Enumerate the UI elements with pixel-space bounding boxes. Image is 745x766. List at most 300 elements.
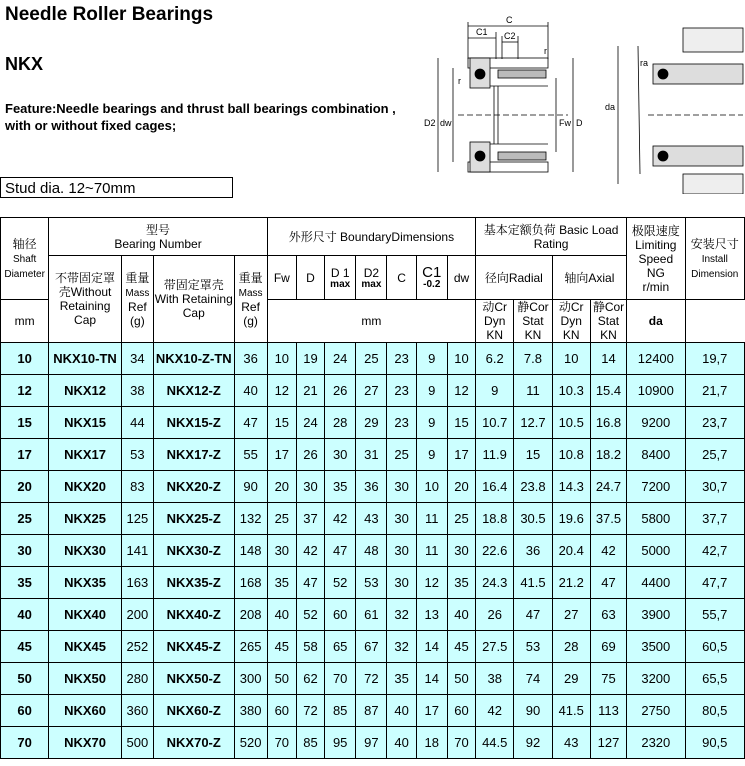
table-cell: NKX12 bbox=[49, 375, 121, 407]
table-row bbox=[1, 535, 745, 567]
bearing-spec-table bbox=[0, 217, 745, 759]
col-without-cap: 不带固定罩壳Without Retaining Cap bbox=[49, 256, 121, 343]
table-cell: 148 bbox=[234, 535, 267, 567]
table-cell: 25 bbox=[1, 503, 49, 535]
table-cell: 30 bbox=[1, 535, 49, 567]
table-cell: 30 bbox=[387, 471, 416, 503]
table-cell: 26 bbox=[476, 599, 514, 631]
col-cor-stat: 静Cor Stat KN bbox=[514, 300, 552, 343]
table-cell: 23,7 bbox=[685, 407, 745, 439]
table-cell: 21.2 bbox=[552, 567, 590, 599]
table-cell: NKX30-Z bbox=[153, 535, 234, 567]
table-cell: NKX40-Z bbox=[153, 599, 234, 631]
label-fw: Fw bbox=[559, 118, 571, 128]
table-cell: 74 bbox=[514, 663, 552, 695]
table-cell: NKX35 bbox=[49, 567, 121, 599]
table-cell: 55 bbox=[234, 439, 267, 471]
table-cell: 18 bbox=[416, 727, 447, 759]
table-cell: NKX45 bbox=[49, 631, 121, 663]
table-cell: 15 bbox=[1, 407, 49, 439]
table-cell: 30 bbox=[325, 439, 356, 471]
table-cell: 11 bbox=[416, 503, 447, 535]
table-cell: 47 bbox=[325, 535, 356, 567]
table-cell: 141 bbox=[121, 535, 153, 567]
bearing-cross-section-drawing bbox=[438, 22, 573, 172]
table-row bbox=[1, 663, 745, 695]
table-cell: 30 bbox=[447, 535, 475, 567]
table-cell: 7.8 bbox=[514, 343, 552, 375]
table-cell: 70 bbox=[325, 663, 356, 695]
table-cell: 90 bbox=[514, 695, 552, 727]
table-cell: 72 bbox=[356, 663, 387, 695]
table-cell: 40 bbox=[447, 599, 475, 631]
table-cell: 10900 bbox=[627, 375, 685, 407]
table-cell: 11.9 bbox=[476, 439, 514, 471]
table-cell: 35 bbox=[1, 567, 49, 599]
table-cell: 35 bbox=[267, 567, 296, 599]
bearing-cn: 型号 bbox=[146, 222, 171, 237]
table-cell: 5800 bbox=[627, 503, 685, 535]
table-cell: 6.2 bbox=[476, 343, 514, 375]
table-cell: 11 bbox=[514, 375, 552, 407]
table-cell: NKX60 bbox=[49, 695, 121, 727]
table-cell: 42 bbox=[296, 535, 324, 567]
install-drawing bbox=[618, 28, 743, 194]
table-cell: NKX35-Z bbox=[153, 567, 234, 599]
d1-sub: max bbox=[330, 278, 351, 290]
d2-label: D2 bbox=[363, 265, 380, 280]
col-boundary-dims: 外形尺寸 BoundaryDimensions bbox=[267, 218, 475, 256]
table-cell: 11 bbox=[416, 535, 447, 567]
table-cell: NKX12-Z bbox=[153, 375, 234, 407]
table-cell: 53 bbox=[356, 567, 387, 599]
table-cell: 10.5 bbox=[552, 407, 590, 439]
table-cell: 23 bbox=[387, 407, 416, 439]
table-cell: NKX25-Z bbox=[153, 503, 234, 535]
table-cell: 85 bbox=[296, 727, 324, 759]
load-rating-label: 基本定额负荷 Basic Load Rating bbox=[483, 222, 619, 251]
shaft-en: Shaft Diameter bbox=[4, 253, 45, 280]
table-cell: 113 bbox=[590, 695, 626, 727]
table-cell: 12400 bbox=[627, 343, 685, 375]
table-cell: 23.8 bbox=[514, 471, 552, 503]
table-cell: 83 bbox=[121, 471, 153, 503]
c1-sub: -0.2 bbox=[423, 278, 441, 290]
table-cell: 45 bbox=[267, 631, 296, 663]
table-row bbox=[1, 695, 745, 727]
table-cell: 9 bbox=[416, 375, 447, 407]
table-cell: 41.5 bbox=[514, 567, 552, 599]
table-cell: NKX20 bbox=[49, 471, 121, 503]
table-row bbox=[1, 407, 745, 439]
table-cell: 16.4 bbox=[476, 471, 514, 503]
col-load-rating bbox=[476, 218, 627, 256]
table-cell: 41.5 bbox=[552, 695, 590, 727]
install-da: da bbox=[627, 300, 685, 343]
table-cell: 208 bbox=[234, 599, 267, 631]
table-cell: 32 bbox=[387, 631, 416, 663]
table-cell: 60 bbox=[447, 695, 475, 727]
bearing-drawings bbox=[418, 14, 745, 194]
table-cell: 9 bbox=[416, 439, 447, 471]
table-cell: 50 bbox=[447, 663, 475, 695]
table-cell: 47 bbox=[590, 567, 626, 599]
table-cell: 24 bbox=[296, 407, 324, 439]
table-cell: 25 bbox=[387, 439, 416, 471]
table-row bbox=[1, 631, 745, 663]
col-speed bbox=[627, 218, 685, 300]
table-cell: 18.8 bbox=[476, 503, 514, 535]
table-cell: 27.5 bbox=[476, 631, 514, 663]
table-cell: 90,5 bbox=[685, 727, 745, 759]
col-shaft bbox=[1, 218, 49, 300]
table-row bbox=[1, 567, 745, 599]
table-cell: 60 bbox=[325, 599, 356, 631]
table-cell: 24 bbox=[325, 343, 356, 375]
table-cell: 9 bbox=[476, 375, 514, 407]
table-cell: 10.3 bbox=[552, 375, 590, 407]
table-cell: 36 bbox=[514, 535, 552, 567]
table-cell: 70 bbox=[1, 727, 49, 759]
table-cell: 53 bbox=[121, 439, 153, 471]
table-cell: 9 bbox=[416, 343, 447, 375]
table-cell: 4400 bbox=[627, 567, 685, 599]
table-cell: 30 bbox=[296, 471, 324, 503]
table-cell: 500 bbox=[121, 727, 153, 759]
series-name: NKX bbox=[5, 54, 44, 74]
table-cell: 36 bbox=[234, 343, 267, 375]
table-cell: 10 bbox=[267, 343, 296, 375]
table-cell: 32 bbox=[387, 599, 416, 631]
shaft-unit: mm bbox=[1, 300, 49, 343]
table-cell: 168 bbox=[234, 567, 267, 599]
table-cell: 72 bbox=[296, 695, 324, 727]
table-cell: 22.6 bbox=[476, 535, 514, 567]
table-cell: 8400 bbox=[627, 439, 685, 471]
table-row bbox=[1, 375, 745, 407]
table-cell: 27 bbox=[356, 375, 387, 407]
table-cell: NKX50-Z bbox=[153, 663, 234, 695]
col-axial: 轴向Axial bbox=[552, 256, 627, 300]
table-cell: 38 bbox=[121, 375, 153, 407]
table-cell: 47 bbox=[514, 599, 552, 631]
mass2-ref: Ref (g) bbox=[241, 299, 260, 328]
table-cell: 25 bbox=[267, 503, 296, 535]
table-cell: 10 bbox=[416, 471, 447, 503]
table-cell: 47 bbox=[296, 567, 324, 599]
table-cell: NKX30 bbox=[49, 535, 121, 567]
label-c2: C2 bbox=[504, 31, 516, 41]
table-cell: 60 bbox=[1, 695, 49, 727]
table-cell: 25,7 bbox=[685, 439, 745, 471]
table-cell: 19,7 bbox=[685, 343, 745, 375]
table-cell: 38 bbox=[476, 663, 514, 695]
table-cell: NKX70-Z bbox=[153, 727, 234, 759]
table-cell: 36 bbox=[356, 471, 387, 503]
table-cell: 12 bbox=[416, 567, 447, 599]
table-cell: 252 bbox=[121, 631, 153, 663]
table-cell: 28 bbox=[325, 407, 356, 439]
table-cell: 50 bbox=[1, 663, 49, 695]
table-cell: 30 bbox=[267, 535, 296, 567]
col-cr-dyn: 动Cr Dyn KN bbox=[476, 300, 514, 343]
table-cell: 12 bbox=[447, 375, 475, 407]
col-fw: Fw bbox=[267, 256, 296, 300]
table-cell: 90 bbox=[234, 471, 267, 503]
table-cell: 7200 bbox=[627, 471, 685, 503]
table-row bbox=[1, 439, 745, 471]
table-cell: 37.5 bbox=[590, 503, 626, 535]
mass2-en: Mass bbox=[238, 287, 263, 299]
table-cell: 12.7 bbox=[514, 407, 552, 439]
table-cell: NKX50 bbox=[49, 663, 121, 695]
table-cell: 265 bbox=[234, 631, 267, 663]
table-cell: NKX10-Z-TN bbox=[153, 343, 234, 375]
table-cell: 10 bbox=[447, 343, 475, 375]
table-cell: NKX10-TN bbox=[49, 343, 121, 375]
table-cell: 17 bbox=[447, 439, 475, 471]
table-cell: 20 bbox=[447, 471, 475, 503]
table-cell: 69 bbox=[590, 631, 626, 663]
table-cell: 2750 bbox=[627, 695, 685, 727]
table-cell: 58 bbox=[296, 631, 324, 663]
col-d: D bbox=[296, 256, 324, 300]
label-dw: dw bbox=[440, 118, 452, 128]
table-cell: NKX60-Z bbox=[153, 695, 234, 727]
table-row bbox=[1, 343, 745, 375]
table-cell: 300 bbox=[234, 663, 267, 695]
table-cell: 30 bbox=[387, 535, 416, 567]
table-cell: 31 bbox=[356, 439, 387, 471]
table-cell: 70 bbox=[447, 727, 475, 759]
shaft-cn: 轴径 bbox=[12, 236, 37, 251]
table-cell: 19.6 bbox=[552, 503, 590, 535]
table-cell: 44.5 bbox=[476, 727, 514, 759]
table-cell: 12 bbox=[1, 375, 49, 407]
table-cell: 125 bbox=[121, 503, 153, 535]
table-cell: 12 bbox=[267, 375, 296, 407]
table-cell: 25 bbox=[447, 503, 475, 535]
table-cell: 3500 bbox=[627, 631, 685, 663]
table-cell: 163 bbox=[121, 567, 153, 599]
table-cell: 17 bbox=[1, 439, 49, 471]
feature-text bbox=[5, 100, 415, 134]
dims-unit: mm bbox=[267, 300, 475, 343]
table-cell: 127 bbox=[590, 727, 626, 759]
table-cell: 16.8 bbox=[590, 407, 626, 439]
col-coa-stat: 静Cor Stat KN bbox=[590, 300, 626, 343]
table-cell: 15 bbox=[267, 407, 296, 439]
table-cell: 35 bbox=[387, 663, 416, 695]
table-cell: 20 bbox=[267, 471, 296, 503]
table-cell: 380 bbox=[234, 695, 267, 727]
col-with-cap: 带固定罩壳 With Retaining Cap bbox=[153, 256, 234, 343]
table-cell: 55,7 bbox=[685, 599, 745, 631]
label-r-left: r bbox=[458, 76, 461, 86]
table-cell: 47 bbox=[234, 407, 267, 439]
table-cell: 40 bbox=[387, 695, 416, 727]
table-cell: NKX15-Z bbox=[153, 407, 234, 439]
table-cell: 34 bbox=[121, 343, 153, 375]
table-cell: 14.3 bbox=[552, 471, 590, 503]
table-cell: 360 bbox=[121, 695, 153, 727]
table-cell: 15 bbox=[514, 439, 552, 471]
table-row bbox=[1, 727, 745, 759]
label-ra: ra bbox=[640, 58, 649, 68]
table-cell: 280 bbox=[121, 663, 153, 695]
table-cell: 20.4 bbox=[552, 535, 590, 567]
table-cell: 10 bbox=[1, 343, 49, 375]
col-c: C bbox=[387, 256, 416, 300]
table-cell: 21,7 bbox=[685, 375, 745, 407]
table-cell: 200 bbox=[121, 599, 153, 631]
table-cell: 520 bbox=[234, 727, 267, 759]
table-cell: 61 bbox=[356, 599, 387, 631]
col-d2 bbox=[356, 256, 387, 300]
table-cell: NKX25 bbox=[49, 503, 121, 535]
table-row bbox=[1, 471, 745, 503]
table-cell: 40 bbox=[234, 375, 267, 407]
mass2-cn: 重量 bbox=[238, 270, 263, 285]
table-cell: 92 bbox=[514, 727, 552, 759]
table-cell: 10.8 bbox=[552, 439, 590, 471]
table-cell: 80,5 bbox=[685, 695, 745, 727]
table-cell: 26 bbox=[296, 439, 324, 471]
mass1-ref: Ref (g) bbox=[128, 299, 147, 328]
col-bearing-number bbox=[49, 218, 267, 256]
table-cell: 40 bbox=[387, 727, 416, 759]
col-radial: 径向Radial bbox=[476, 256, 553, 300]
spec-table-body bbox=[1, 343, 745, 759]
table-cell: 23 bbox=[387, 375, 416, 407]
table-row bbox=[1, 599, 745, 631]
table-cell: 75 bbox=[590, 663, 626, 695]
label-d2: D2 bbox=[424, 118, 436, 128]
table-cell: 9200 bbox=[627, 407, 685, 439]
table-cell: 63 bbox=[590, 599, 626, 631]
table-cell: NKX45-Z bbox=[153, 631, 234, 663]
mass1-cn: 重量 bbox=[125, 270, 150, 285]
table-cell: 2320 bbox=[627, 727, 685, 759]
table-cell: 85 bbox=[325, 695, 356, 727]
col-mass-2 bbox=[234, 256, 267, 343]
table-cell: 48 bbox=[356, 535, 387, 567]
table-cell: 21 bbox=[296, 375, 324, 407]
table-cell: 37 bbox=[296, 503, 324, 535]
table-cell: 18.2 bbox=[590, 439, 626, 471]
table-cell: 17 bbox=[416, 695, 447, 727]
table-cell: 60,5 bbox=[685, 631, 745, 663]
table-cell: 14 bbox=[416, 631, 447, 663]
speed-unit: r/min bbox=[642, 279, 670, 294]
table-cell: 47,7 bbox=[685, 567, 745, 599]
table-cell: 87 bbox=[356, 695, 387, 727]
table-cell: NKX20-Z bbox=[153, 471, 234, 503]
table-cell: 43 bbox=[356, 503, 387, 535]
table-cell: 30 bbox=[387, 503, 416, 535]
table-cell: NKX17 bbox=[49, 439, 121, 471]
table-cell: 42 bbox=[325, 503, 356, 535]
table-cell: 30,7 bbox=[685, 471, 745, 503]
label-r-top: r bbox=[544, 46, 547, 56]
table-cell: NKX15 bbox=[49, 407, 121, 439]
table-cell: 40 bbox=[1, 599, 49, 631]
table-cell: 30 bbox=[387, 567, 416, 599]
table-cell: NKX40 bbox=[49, 599, 121, 631]
col-c1 bbox=[416, 256, 447, 300]
col-ca-dyn: 动Cr Dyn KN bbox=[552, 300, 590, 343]
table-cell: 53 bbox=[514, 631, 552, 663]
table-cell: 52 bbox=[325, 567, 356, 599]
table-cell: 65 bbox=[325, 631, 356, 663]
stud-diameter-box: Stud dia. 12~70mm bbox=[0, 177, 233, 198]
install-en: Install Dimension bbox=[691, 253, 739, 280]
table-cell: 30.5 bbox=[514, 503, 552, 535]
table-cell: 35 bbox=[447, 567, 475, 599]
table-cell: 70 bbox=[267, 727, 296, 759]
col-mass-1 bbox=[121, 256, 153, 343]
table-cell: 60 bbox=[267, 695, 296, 727]
table-cell: 26 bbox=[325, 375, 356, 407]
table-cell: 62 bbox=[296, 663, 324, 695]
table-cell: 24.3 bbox=[476, 567, 514, 599]
table-cell: 97 bbox=[356, 727, 387, 759]
table-cell: 15 bbox=[447, 407, 475, 439]
speed-en: Limiting Speed bbox=[635, 237, 677, 266]
install-cn: 安装尺寸 bbox=[690, 236, 739, 251]
table-cell: 29 bbox=[356, 407, 387, 439]
table-cell: 24.7 bbox=[590, 471, 626, 503]
table-cell: 15.4 bbox=[590, 375, 626, 407]
table-cell: 42,7 bbox=[685, 535, 745, 567]
table-cell: 10 bbox=[552, 343, 590, 375]
mass1-en: Mass bbox=[125, 287, 150, 299]
table-cell: 37,7 bbox=[685, 503, 745, 535]
table-cell: 67 bbox=[356, 631, 387, 663]
table-cell: 40 bbox=[267, 599, 296, 631]
table-cell: 132 bbox=[234, 503, 267, 535]
label-c: C bbox=[506, 15, 513, 25]
speed-ng: NG bbox=[646, 265, 665, 280]
table-cell: 5000 bbox=[627, 535, 685, 567]
label-d: D bbox=[576, 118, 583, 128]
table-cell: 3900 bbox=[627, 599, 685, 631]
col-install bbox=[685, 218, 745, 300]
table-cell: 25 bbox=[356, 343, 387, 375]
feature-line-2: with or without fixed cages; bbox=[5, 118, 177, 133]
d1-label: D 1 bbox=[330, 265, 350, 280]
label-c1: C1 bbox=[476, 27, 488, 37]
table-cell: 17 bbox=[267, 439, 296, 471]
table-cell: 44 bbox=[121, 407, 153, 439]
d2-sub: max bbox=[361, 278, 382, 290]
table-cell: 10.7 bbox=[476, 407, 514, 439]
col-dw: dw bbox=[447, 256, 475, 300]
table-cell: 13 bbox=[416, 599, 447, 631]
page-title: Needle Roller Bearings bbox=[5, 4, 214, 25]
table-cell: 52 bbox=[296, 599, 324, 631]
table-cell: 45 bbox=[1, 631, 49, 663]
speed-cn: 极限速度 bbox=[631, 223, 680, 238]
table-cell: 20 bbox=[1, 471, 49, 503]
table-cell: 14 bbox=[416, 663, 447, 695]
table-cell: 27 bbox=[552, 599, 590, 631]
label-da: da bbox=[605, 102, 616, 112]
table-cell: 42 bbox=[590, 535, 626, 567]
table-cell: 35 bbox=[325, 471, 356, 503]
table-cell: NKX70 bbox=[49, 727, 121, 759]
table-cell: 95 bbox=[325, 727, 356, 759]
